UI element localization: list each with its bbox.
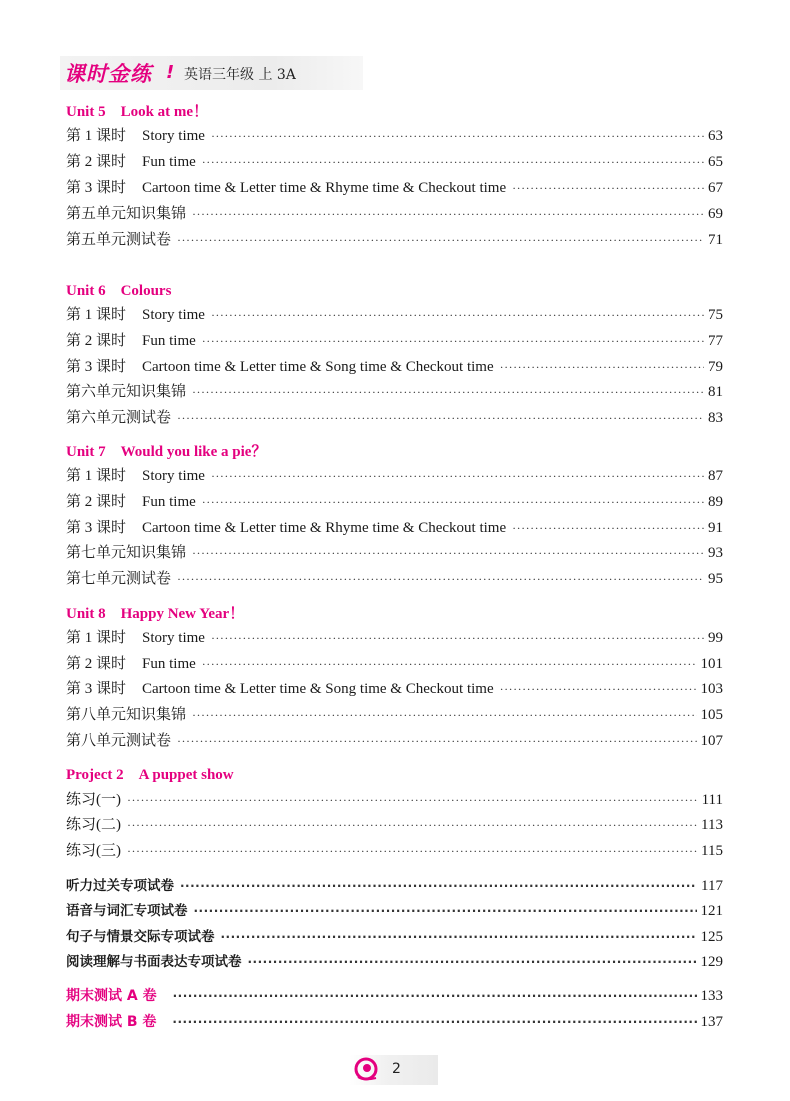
page-number: 95 bbox=[708, 571, 723, 587]
toc-entry[interactable]: 句子与情景交际专项试卷 ····· 125 bbox=[66, 925, 723, 947]
brand-title: 课时金练 bbox=[64, 62, 152, 86]
page-number: 101 bbox=[700, 656, 723, 672]
page-number: 115 bbox=[701, 843, 723, 859]
toc-entry[interactable]: 第五单元测试卷 ····· 71 bbox=[66, 228, 723, 250]
toc-entry[interactable]: 第五单元知识集锦 ····· 69 bbox=[66, 202, 723, 224]
page-number: 75 bbox=[708, 307, 723, 323]
toc-entry[interactable]: 第 2 课时 Fun time ····· 65 bbox=[66, 150, 723, 172]
page-number: 121 bbox=[700, 903, 723, 919]
page-number: 79 bbox=[708, 359, 723, 375]
page-number: 129 bbox=[700, 954, 723, 970]
page-number: 105 bbox=[700, 707, 723, 723]
page-number: 69 bbox=[708, 206, 723, 222]
toc-entry[interactable]: 第 3 课时 Cartoon time & Letter time & Rhyme time & Checkout time ····· 91 bbox=[66, 516, 723, 538]
unit-heading: Unit 5 Look at me！ bbox=[66, 104, 209, 120]
toc-entry[interactable]: 练习(二) ····· 113 bbox=[66, 813, 723, 835]
toc-entry[interactable]: 第 3 课时 Cartoon time & Letter time & Song time & Checkout time ····· 79 bbox=[66, 355, 723, 377]
page-number: 81 bbox=[708, 384, 723, 400]
page-number: 77 bbox=[708, 333, 723, 349]
toc-entry[interactable]: 第 2 课时 Fun time ····· 101 bbox=[66, 652, 723, 674]
page-number: 71 bbox=[708, 232, 723, 248]
toc-entry[interactable]: 第 1 课时 Story time ····· 63 bbox=[66, 124, 723, 146]
page-number: 87 bbox=[708, 468, 723, 484]
mascot-logo-icon bbox=[354, 1057, 378, 1081]
brand-mark: ! bbox=[166, 62, 175, 83]
unit-heading: Unit 7 Would you like a pie？ bbox=[66, 444, 267, 460]
page-number-footer: 2 bbox=[392, 1061, 401, 1077]
page-number: 65 bbox=[708, 154, 723, 170]
page-number: 113 bbox=[701, 817, 723, 833]
page-number: 125 bbox=[700, 929, 723, 945]
page-number: 103 bbox=[700, 681, 723, 697]
page-number: 83 bbox=[708, 410, 723, 426]
toc-entry[interactable]: 练习(三) ····· 115 bbox=[66, 839, 723, 861]
page-number: 89 bbox=[708, 494, 723, 510]
toc-entry[interactable]: 第 1 课时 Story time ····· 99 bbox=[66, 626, 723, 648]
toc-entry[interactable]: 第 2 课时 Fun time ····· 77 bbox=[66, 329, 723, 351]
page-number: 107 bbox=[700, 733, 723, 749]
toc-entry[interactable]: 第六单元知识集锦 ····· 81 bbox=[66, 380, 723, 402]
page-number: 93 bbox=[708, 545, 723, 561]
page-number: 91 bbox=[708, 520, 723, 536]
toc-entry[interactable]: 第八单元测试卷 ····· 107 bbox=[66, 729, 723, 751]
page-number: 63 bbox=[708, 128, 723, 144]
unit-heading: Unit 8 Happy New Year！ bbox=[66, 606, 245, 622]
toc-entry[interactable]: 第 1 课时 Story time ····· 75 bbox=[66, 303, 723, 325]
toc-entry[interactable]: 阅读理解与书面表达专项试卷 ····· 129 bbox=[66, 950, 723, 972]
page-number: 133 bbox=[700, 988, 723, 1004]
page-footer bbox=[350, 1055, 438, 1085]
page-header bbox=[60, 56, 363, 90]
book-subtitle: 英语三年级 上 3A bbox=[184, 67, 296, 83]
page-number: 117 bbox=[701, 878, 723, 894]
toc-entry[interactable]: 听力过关专项试卷 ····· 117 bbox=[66, 874, 723, 896]
toc-entry[interactable]: 期末测试 A 卷 ····· 133 bbox=[66, 985, 723, 1007]
toc-entry[interactable]: 第 1 课时 Story time ····· 87 bbox=[66, 464, 723, 486]
page-number: 111 bbox=[701, 792, 723, 808]
unit-heading: Unit 6 Colours bbox=[66, 283, 172, 299]
toc-entry[interactable]: 第 3 课时 Cartoon time & Letter time & Song time & Checkout time ····· 103 bbox=[66, 677, 723, 699]
toc-entry[interactable]: 第八单元知识集锦 ····· 105 bbox=[66, 703, 723, 725]
page-number: 99 bbox=[708, 630, 723, 646]
page-number: 67 bbox=[708, 180, 723, 196]
toc-entry[interactable]: 第六单元测试卷 ····· 83 bbox=[66, 406, 723, 428]
page-number: 137 bbox=[700, 1014, 723, 1030]
toc-entry[interactable]: 期末测试 B 卷 ····· 137 bbox=[66, 1011, 723, 1033]
unit-heading: Project 2 A puppet show bbox=[66, 767, 234, 783]
toc-entry[interactable]: 第七单元知识集锦 ····· 93 bbox=[66, 541, 723, 563]
toc-entry[interactable]: 第 2 课时 Fun time ····· 89 bbox=[66, 490, 723, 512]
toc-entry[interactable]: 第七单元测试卷 ····· 95 bbox=[66, 567, 723, 589]
toc-entry[interactable]: 练习(一) ····· 111 bbox=[66, 788, 723, 810]
toc-entry[interactable]: 第 3 课时 Cartoon time & Letter time & Rhyme time & Checkout time ····· 67 bbox=[66, 176, 723, 198]
toc-entry[interactable]: 语音与词汇专项试卷 ····· 121 bbox=[66, 899, 723, 921]
